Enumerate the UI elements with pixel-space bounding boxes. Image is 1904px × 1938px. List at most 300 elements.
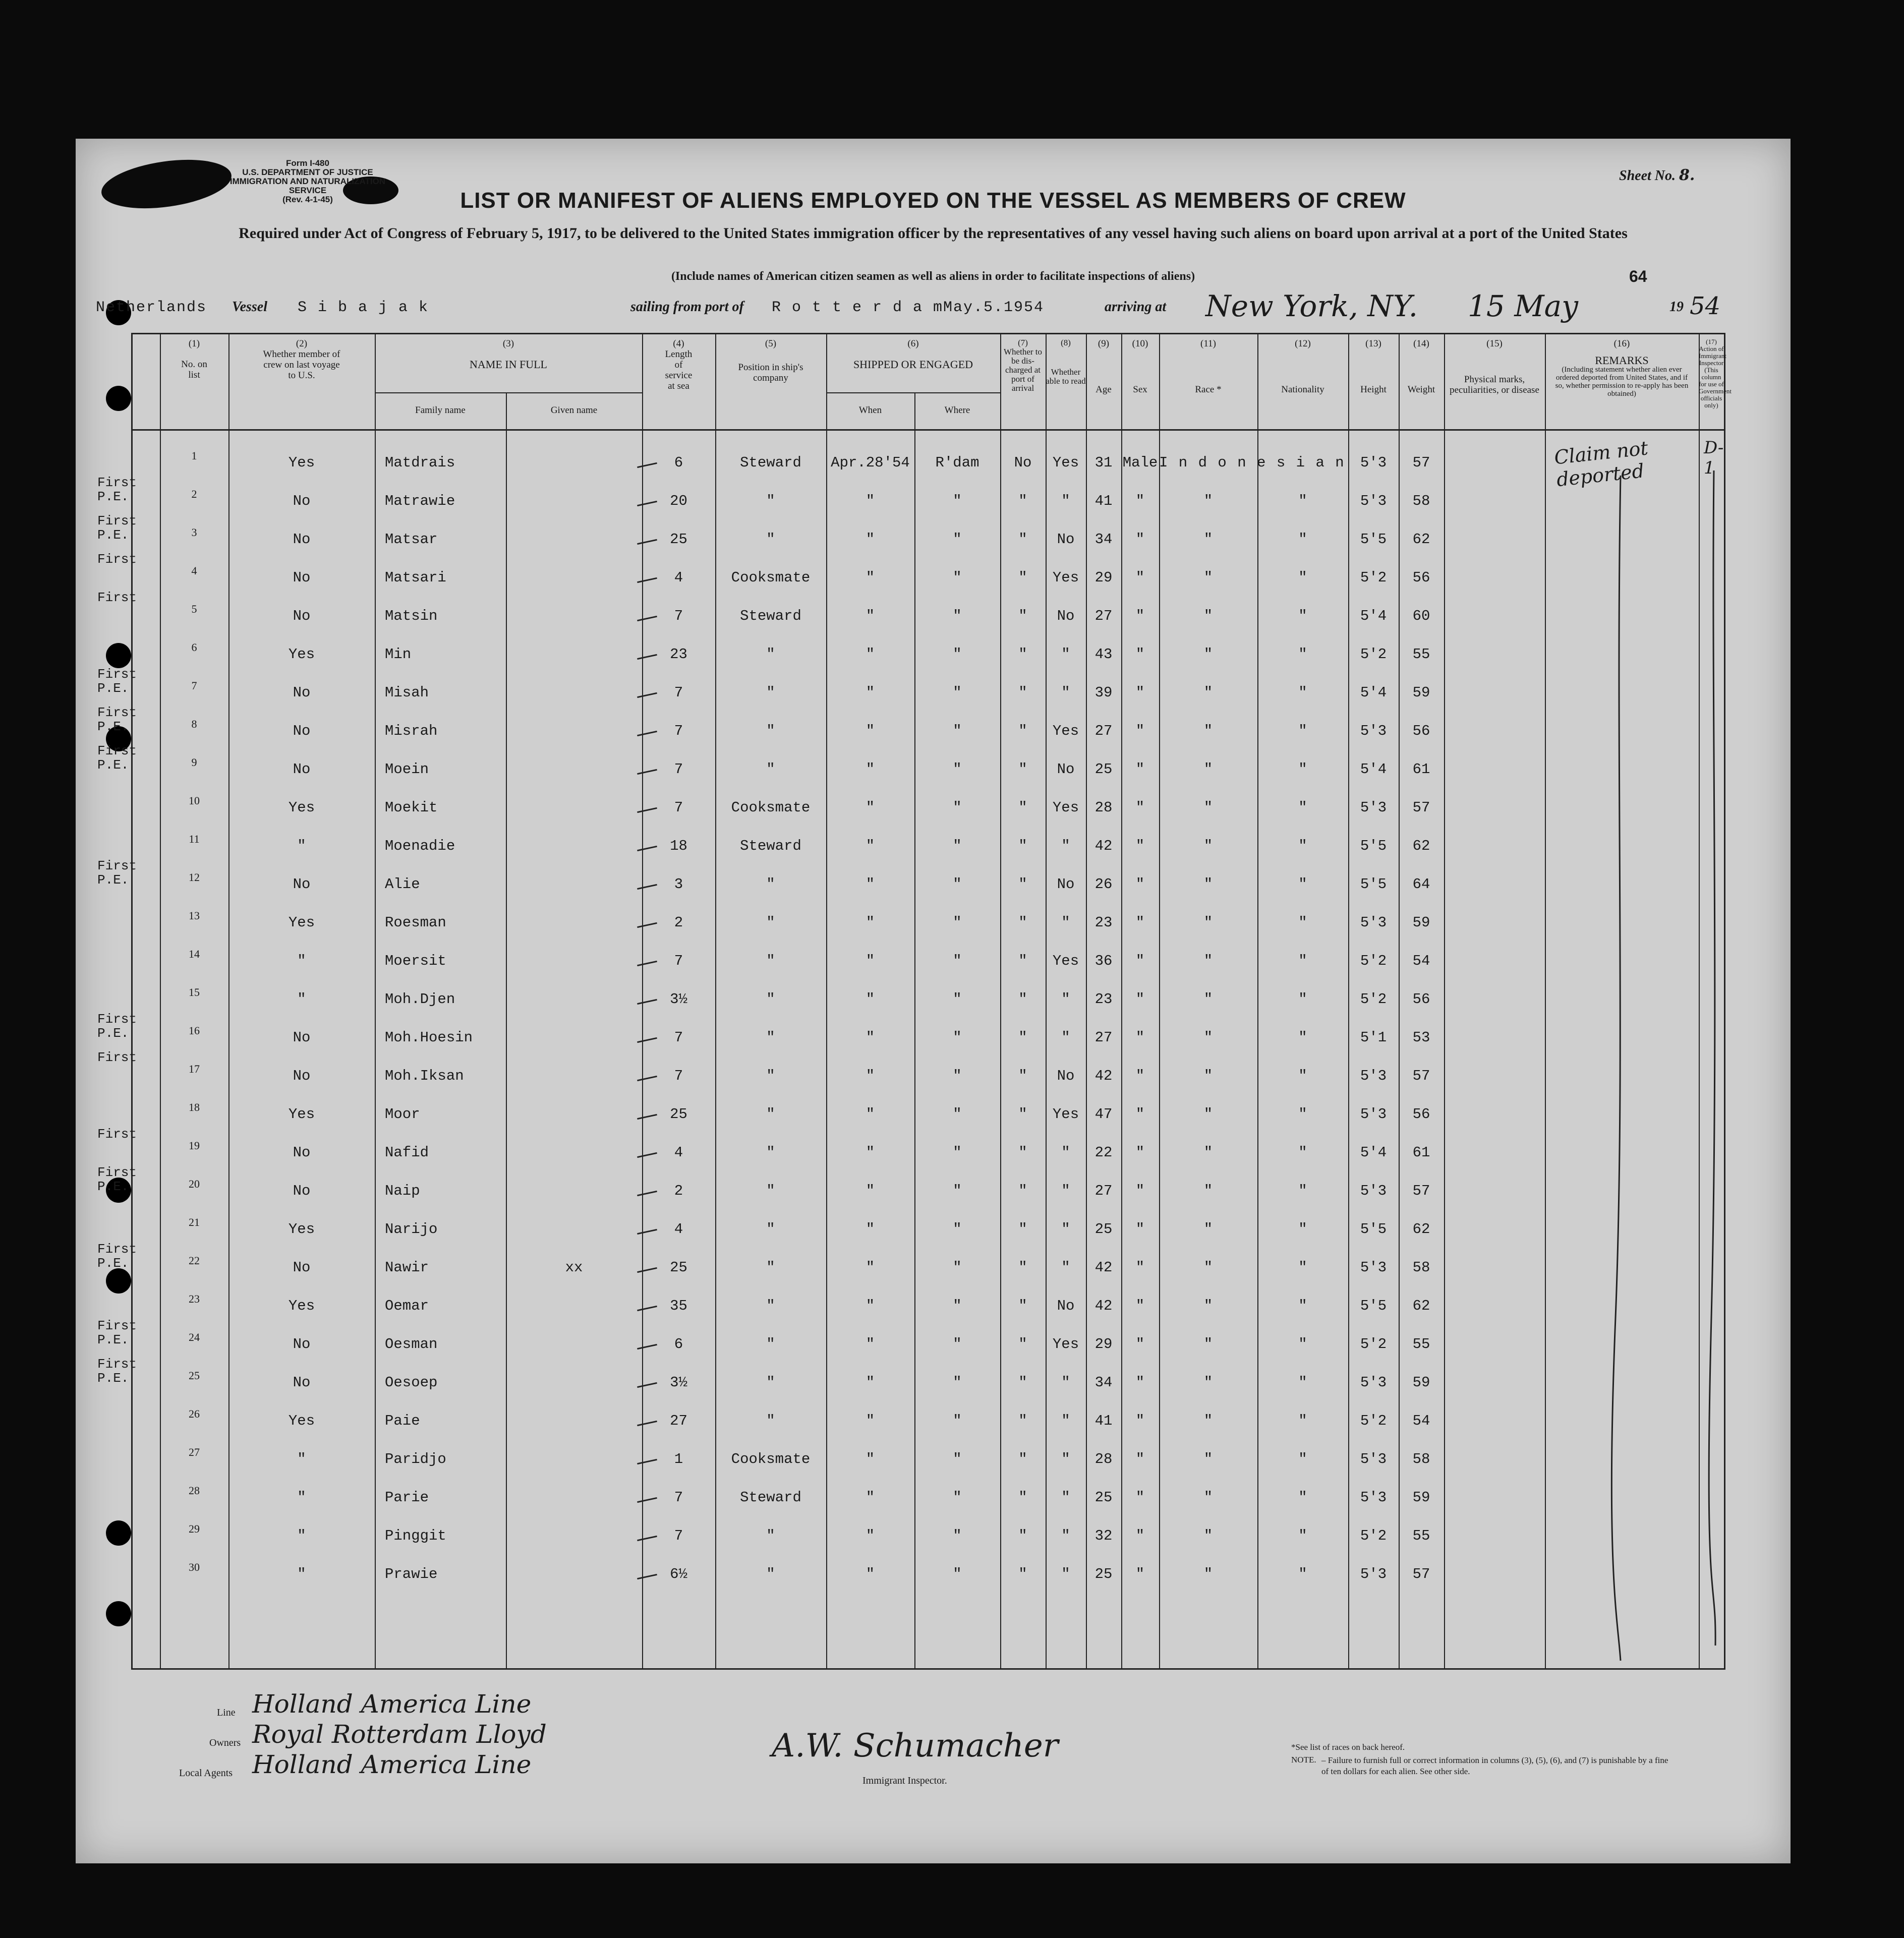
height-cell: 5'5 — [1360, 531, 1387, 548]
service-length-cell: 7 — [674, 799, 683, 816]
family-name-cell: Roesman — [385, 914, 446, 931]
col-no-header: (1) No. on list — [181, 338, 207, 380]
table-row — [97, 743, 1724, 790]
shipped-when-cell: " — [866, 1413, 875, 1429]
nationality-cell: " — [1298, 1489, 1307, 1506]
height-cell: 5'5 — [1360, 1298, 1387, 1314]
family-name-cell: Oesman — [385, 1336, 438, 1353]
crew-last-voyage-cell: Yes — [288, 646, 315, 663]
service-length-cell: 7 — [674, 1489, 683, 1506]
sex-cell: " — [1135, 761, 1145, 778]
discharge-cell: " — [1018, 646, 1027, 663]
nationality-cell: " — [1298, 646, 1307, 663]
race-cell: " — [1203, 876, 1213, 893]
shipped-where-cell: " — [953, 799, 962, 816]
shipped-where-cell: " — [953, 1528, 962, 1544]
row-number-cell: 1 — [191, 449, 197, 462]
discharge-cell: " — [1018, 1221, 1027, 1238]
row-number-cell: 17 — [189, 1063, 200, 1075]
arrival-date: 15 May — [1468, 289, 1578, 323]
row-pe-note: First P.E. — [97, 743, 137, 773]
sex-cell: " — [1135, 1106, 1145, 1123]
shipped-when-cell: " — [866, 569, 875, 586]
race-cell: " — [1203, 914, 1213, 931]
shipped-where-cell: " — [953, 1029, 962, 1046]
col-discharge-header: (7) Whether to be dis-charged at port of arrival — [1004, 338, 1042, 393]
position-cell: Steward — [740, 838, 801, 854]
row-pe-note: First P.E. — [97, 1318, 137, 1347]
col-where-header: Where — [944, 405, 970, 416]
row-number-cell: 13 — [189, 909, 200, 922]
vessel-flag: Netherlands — [96, 299, 207, 316]
crew-last-voyage-cell: No — [293, 569, 311, 586]
family-name-cell: Min — [385, 646, 412, 663]
able-to-read-cell: " — [1061, 646, 1070, 663]
row-number-cell: 18 — [189, 1101, 200, 1113]
weight-cell: 55 — [1412, 646, 1430, 663]
sex-cell: " — [1135, 1144, 1145, 1161]
discharge-cell: " — [1018, 608, 1027, 624]
shipped-where-cell: " — [953, 1298, 962, 1314]
able-to-read-cell: " — [1061, 914, 1070, 931]
crew-last-voyage-cell: Yes — [288, 914, 315, 931]
shipped-where-cell: " — [953, 1144, 962, 1161]
row-number-cell: 24 — [189, 1331, 200, 1343]
sailing-port: R o t t e r d a m — [772, 299, 944, 316]
nationality-cell: " — [1298, 608, 1307, 624]
service-length-cell: 7 — [674, 953, 683, 969]
able-to-read-cell: " — [1061, 1029, 1070, 1046]
service-length-cell: 23 — [670, 646, 687, 663]
table-row — [133, 1480, 1724, 1518]
weight-cell: 55 — [1412, 1336, 1430, 1353]
col-action-header: (17) Action of Immigrant Inspector (This column for use of Government officials only) — [1699, 338, 1732, 409]
position-cell: " — [766, 531, 775, 548]
position-cell: " — [766, 1413, 775, 1429]
service-length-cell: 3 — [674, 876, 683, 893]
row-number-cell: 29 — [189, 1522, 200, 1535]
shipped-when-cell: " — [866, 1029, 875, 1046]
weight-cell: 58 — [1412, 493, 1430, 509]
age-cell: 25 — [1094, 761, 1113, 778]
able-to-read-cell: No — [1057, 608, 1075, 624]
family-name-cell: Alie — [385, 876, 420, 893]
nationality-cell: " — [1298, 991, 1307, 1008]
discharge-cell: " — [1018, 569, 1027, 586]
row-number-cell: 30 — [189, 1561, 200, 1573]
height-cell: 5'3 — [1360, 1374, 1387, 1391]
family-name-cell: Misrah — [385, 723, 438, 739]
sex-cell: " — [1135, 493, 1145, 509]
race-cell: " — [1203, 838, 1213, 854]
page-number: 64 — [1629, 267, 1647, 285]
race-cell: " — [1203, 608, 1213, 624]
age-cell: 41 — [1094, 493, 1113, 509]
row-pe-note: First — [97, 1050, 137, 1065]
height-cell: 5'3 — [1360, 723, 1387, 739]
discharge-cell: " — [1018, 1489, 1027, 1506]
shipped-where-cell: " — [953, 1336, 962, 1353]
table-row — [133, 790, 1724, 829]
race-cell: " — [1203, 684, 1213, 701]
header-bottom-line — [133, 429, 1724, 431]
service-length-cell: 18 — [670, 838, 687, 854]
age-cell: 29 — [1094, 569, 1113, 586]
family-name-cell: Matsar — [385, 531, 438, 548]
service-length-cell: 7 — [674, 1029, 683, 1046]
sheet-value: 8. — [1679, 166, 1695, 184]
form-service: IMMIGRATION AND NATURALIZATION SERVICE — [229, 177, 386, 195]
shipped-when-cell: " — [866, 1298, 875, 1314]
family-name-cell: Narijo — [385, 1221, 438, 1238]
race-cell: " — [1203, 1106, 1213, 1123]
shipped-when-cell: " — [866, 1221, 875, 1238]
crew-last-voyage-cell: " — [297, 1566, 306, 1582]
nationality-cell: " — [1298, 1336, 1307, 1353]
weight-cell: 57 — [1412, 1183, 1430, 1199]
age-cell: 39 — [1094, 684, 1113, 701]
shipped-where-cell: " — [953, 761, 962, 778]
col-nationality-header: (12) Nationality — [1281, 338, 1324, 395]
height-cell: 5'2 — [1360, 1528, 1387, 1544]
punch-hole — [106, 1520, 131, 1546]
row-number-cell: 15 — [189, 986, 200, 999]
row-pe-note: First P.E. — [97, 513, 137, 543]
race-cell: I n d o n e s i a n — [1159, 454, 1345, 471]
row-pe-note: First P.E. — [97, 1357, 137, 1386]
crew-last-voyage-cell: No — [293, 531, 311, 548]
race-cell: " — [1203, 761, 1213, 778]
position-cell: Cooksmate — [731, 1451, 811, 1467]
position-cell: " — [766, 1528, 775, 1544]
shipped-when-cell: " — [866, 1144, 875, 1161]
shipped-when-cell: " — [866, 953, 875, 969]
sheet-label: Sheet No. — [1619, 168, 1676, 184]
discharge-cell: " — [1018, 1106, 1027, 1123]
service-length-cell: 7 — [674, 723, 683, 739]
service-length-cell: 7 — [674, 1528, 683, 1544]
service-length-cell: 2 — [674, 1183, 683, 1199]
table-row — [97, 667, 1724, 714]
weight-cell: 62 — [1412, 838, 1430, 854]
sex-cell: " — [1135, 876, 1145, 893]
discharge-cell: No — [1014, 454, 1032, 471]
col-when-header: When — [858, 405, 882, 416]
age-cell: 36 — [1094, 953, 1113, 969]
position-cell: " — [766, 914, 775, 931]
row-number-cell: 20 — [189, 1178, 200, 1190]
row-pe-note: First — [97, 552, 137, 567]
table-row — [133, 1097, 1724, 1135]
discharge-cell: " — [1018, 761, 1027, 778]
shipped-where-cell: " — [953, 1183, 962, 1199]
shipped-when-cell: " — [866, 1183, 875, 1199]
inspector-label: Immigrant Inspector. — [862, 1775, 947, 1786]
punch-hole — [106, 1601, 131, 1626]
weight-cell: 54 — [1412, 953, 1430, 969]
weight-cell: 58 — [1412, 1451, 1430, 1467]
agents-label: Local Agents — [179, 1768, 233, 1779]
crew-last-voyage-cell: Yes — [288, 1106, 315, 1123]
position-cell: " — [766, 1259, 775, 1276]
service-length-cell: 3½ — [670, 991, 687, 1008]
family-name-cell: Nawir — [385, 1259, 429, 1276]
row-number-cell: 26 — [189, 1407, 200, 1420]
shipped-where-cell: " — [953, 914, 962, 931]
form-rev: (Rev. 4-1-45) — [282, 195, 333, 204]
crew-last-voyage-cell: No — [293, 1144, 311, 1161]
col-remarks-header: (16) REMARKS (Including statement whether alien ever ordered deported from United States, and if so, whether permission to re-apply has been obtained) — [1555, 338, 1689, 398]
height-cell: 5'2 — [1360, 569, 1387, 586]
family-name-cell: Parie — [385, 1489, 429, 1506]
race-cell: " — [1203, 991, 1213, 1008]
sex-cell: " — [1135, 608, 1145, 624]
punch-hole — [106, 643, 131, 668]
nationality-cell: " — [1298, 531, 1307, 548]
table-row — [97, 475, 1724, 522]
discharge-cell: " — [1018, 1451, 1027, 1467]
shipped-where-cell: " — [953, 1259, 962, 1276]
row-number-cell: 5 — [191, 603, 197, 615]
crew-last-voyage-cell: " — [297, 1451, 306, 1467]
service-length-cell: 7 — [674, 1068, 683, 1084]
table-row — [133, 1212, 1724, 1250]
able-to-read-cell: " — [1061, 1183, 1070, 1199]
position-cell: " — [766, 876, 775, 893]
weight-cell: 57 — [1412, 1566, 1430, 1582]
crew-last-voyage-cell: " — [297, 1489, 306, 1506]
service-length-cell: 27 — [670, 1413, 687, 1429]
height-cell: 5'3 — [1360, 454, 1387, 471]
col-race-header: (11) Race * — [1195, 338, 1222, 395]
family-name-cell: Misah — [385, 684, 429, 701]
shipped-where-cell: " — [953, 953, 962, 969]
position-cell: " — [766, 1298, 775, 1314]
col-position-header: (5) Position in ship's company — [738, 338, 803, 383]
sex-cell: " — [1135, 1374, 1145, 1391]
crew-last-voyage-cell: Yes — [288, 799, 315, 816]
table-row — [133, 905, 1724, 944]
shipped-where-cell: " — [953, 493, 962, 509]
row-number-cell: 3 — [191, 526, 197, 539]
discharge-cell: " — [1018, 493, 1027, 509]
height-cell: 5'5 — [1360, 838, 1387, 854]
nationality-cell: " — [1298, 569, 1307, 586]
able-to-read-cell: " — [1061, 1413, 1070, 1429]
crew-last-voyage-cell: " — [297, 838, 306, 854]
page-title: LIST OR MANIFEST OF ALIENS EMPLOYED ON THE VESSEL AS MEMBERS OF CREW — [460, 188, 1406, 213]
service-length-cell: 7 — [674, 684, 683, 701]
crew-last-voyage-cell: No — [293, 684, 311, 701]
service-length-cell: 4 — [674, 569, 683, 586]
race-cell: " — [1203, 1451, 1213, 1467]
col-name-header: (3) NAME IN FULL — [470, 338, 547, 371]
race-cell: " — [1203, 1068, 1213, 1084]
nationality-cell: " — [1298, 1298, 1307, 1314]
age-cell: 28 — [1094, 799, 1113, 816]
service-length-cell: 6½ — [670, 1566, 687, 1582]
crew-last-voyage-cell: No — [293, 876, 311, 893]
family-name-cell: Moh.Hoesin — [385, 1029, 473, 1046]
age-cell: 29 — [1094, 1336, 1113, 1353]
shipped-when-cell: " — [866, 493, 875, 509]
row-pe-note: First P.E. — [97, 475, 137, 504]
row-number-cell: 22 — [189, 1254, 200, 1267]
table-row — [97, 1357, 1724, 1403]
able-to-read-cell: " — [1061, 493, 1070, 509]
able-to-read-cell: No — [1057, 876, 1075, 893]
handwritten-marks — [1545, 460, 1724, 1671]
row-number-cell: 12 — [189, 871, 200, 884]
nationality-cell: " — [1298, 1566, 1307, 1582]
race-cell: " — [1203, 531, 1213, 548]
discharge-cell: " — [1018, 1336, 1027, 1353]
discharge-cell: " — [1018, 991, 1027, 1008]
discharge-cell: " — [1018, 723, 1027, 739]
family-name-cell: Matsin — [385, 608, 438, 624]
able-to-read-cell: No — [1057, 1298, 1075, 1314]
shipped-where-cell: " — [953, 1489, 962, 1506]
shipped-when-cell: " — [866, 1068, 875, 1084]
race-cell: " — [1203, 569, 1213, 586]
height-cell: 5'3 — [1360, 1183, 1387, 1199]
shipped-when-cell: " — [866, 914, 875, 931]
shipped-when-cell: " — [866, 1259, 875, 1276]
service-length-cell: 1 — [674, 1451, 683, 1467]
nationality-cell: " — [1298, 1068, 1307, 1084]
able-to-read-cell: " — [1061, 1374, 1070, 1391]
sex-cell: " — [1135, 991, 1145, 1008]
table-row — [133, 1442, 1724, 1480]
able-to-read-cell: " — [1061, 1144, 1070, 1161]
vessel-label: Vessel — [232, 299, 267, 315]
age-cell: 25 — [1094, 1489, 1113, 1506]
races-note: *See list of races on back hereof. — [1291, 1742, 1405, 1752]
race-cell: " — [1203, 493, 1213, 509]
height-cell: 5'3 — [1360, 914, 1387, 931]
header-divider — [826, 392, 1000, 393]
crew-last-voyage-cell: Yes — [288, 1413, 315, 1429]
weight-cell: 61 — [1412, 1144, 1430, 1161]
col-age-header: (9) Age — [1095, 338, 1112, 395]
nationality-cell: " — [1298, 914, 1307, 931]
weight-cell: 61 — [1412, 761, 1430, 778]
crew-last-voyage-cell: No — [293, 1068, 311, 1084]
family-name-cell: Oemar — [385, 1298, 429, 1314]
service-length-cell: 4 — [674, 1221, 683, 1238]
race-cell: " — [1203, 1029, 1213, 1046]
weight-cell: 55 — [1412, 1528, 1430, 1544]
nationality-cell: " — [1298, 799, 1307, 816]
sailing-label: sailing from port of — [630, 299, 744, 315]
row-number-cell: 19 — [189, 1139, 200, 1152]
shipped-where-cell: " — [953, 838, 962, 854]
table-row — [97, 1318, 1724, 1365]
row-pe-note: First P.E. — [97, 1242, 137, 1271]
sex-cell: " — [1135, 684, 1145, 701]
position-cell: " — [766, 493, 775, 509]
able-to-read-cell: " — [1061, 684, 1070, 701]
crew-last-voyage-cell: No — [293, 1029, 311, 1046]
family-name-cell: Oesoep — [385, 1374, 438, 1391]
position-cell: " — [766, 1144, 775, 1161]
crew-last-voyage-cell: No — [293, 1259, 311, 1276]
manifest-sheet — [76, 139, 1791, 1863]
row-number-cell: 10 — [189, 794, 200, 807]
age-cell: 27 — [1094, 1183, 1113, 1199]
nationality-cell: " — [1298, 1374, 1307, 1391]
table-row — [97, 1050, 1724, 1097]
position-cell: " — [766, 1374, 775, 1391]
age-cell: 32 — [1094, 1528, 1113, 1544]
shipped-when-cell: " — [866, 838, 875, 854]
crew-last-voyage-cell: No — [293, 723, 311, 739]
shipped-where-cell: " — [953, 608, 962, 624]
row-number-cell: 16 — [189, 1024, 200, 1037]
able-to-read-cell: " — [1061, 838, 1070, 854]
crew-last-voyage-cell: " — [297, 1528, 306, 1544]
voyage-line — [96, 289, 1760, 325]
position-cell: " — [766, 1068, 775, 1084]
row-pe-note: First — [97, 590, 137, 605]
height-cell: 5'2 — [1360, 646, 1387, 663]
include-note: (Include names of American citizen seamen as well as aliens in order to facilitate inspections of aliens) — [671, 270, 1195, 283]
inspector-signature: A.W. Schumacher — [772, 1727, 1059, 1765]
crew-last-voyage-cell: No — [293, 761, 311, 778]
age-cell: 28 — [1094, 1451, 1113, 1467]
row-pe-note: First P.E. — [97, 858, 137, 888]
nationality-cell: " — [1298, 1221, 1307, 1238]
weight-cell: 62 — [1412, 531, 1430, 548]
height-cell: 5'3 — [1360, 1068, 1387, 1084]
family-name-cell: Nafid — [385, 1144, 429, 1161]
service-length-cell: 7 — [674, 761, 683, 778]
able-to-read-cell: " — [1061, 1259, 1070, 1276]
crew-last-voyage-cell: No — [293, 608, 311, 624]
punch-hole — [106, 386, 131, 411]
row-number-cell: 27 — [189, 1446, 200, 1458]
able-to-read-cell: " — [1061, 1528, 1070, 1544]
able-to-read-cell: " — [1061, 1566, 1070, 1582]
row-pe-note: First P.E. — [97, 667, 137, 696]
nationality-cell: " — [1298, 723, 1307, 739]
remarks-handwritten: Claim not deported — [1553, 437, 1649, 491]
family-name-cell: Matsari — [385, 569, 446, 586]
race-cell: " — [1203, 1566, 1213, 1582]
race-cell: " — [1203, 799, 1213, 816]
height-cell: 5'5 — [1360, 876, 1387, 893]
table-row — [97, 1127, 1724, 1173]
note-text: – Failure to furnish full or correct information in columns (3), (5), (6), and (7) is punishable by a fine of ten dollars for each alien. See other side. — [1321, 1755, 1668, 1776]
crew-table — [97, 333, 1732, 1670]
able-to-read-cell: Yes — [1052, 1336, 1079, 1353]
race-cell: " — [1203, 1221, 1213, 1238]
shipped-when-cell: " — [866, 723, 875, 739]
weight-cell: 64 — [1412, 876, 1430, 893]
weight-cell: 56 — [1412, 569, 1430, 586]
note-label: NOTE. — [1291, 1755, 1316, 1765]
age-cell: 25 — [1094, 1221, 1113, 1238]
shipped-where-cell: " — [953, 991, 962, 1008]
family-name-cell: Matrawie — [385, 493, 455, 509]
able-to-read-cell: " — [1061, 991, 1070, 1008]
able-to-read-cell: No — [1057, 1068, 1075, 1084]
race-cell: " — [1203, 1528, 1213, 1544]
height-cell: 5'4 — [1360, 1144, 1387, 1161]
family-name-cell: Naip — [385, 1183, 420, 1199]
family-name-cell: Moenadie — [385, 838, 455, 854]
table-row — [133, 982, 1724, 1020]
